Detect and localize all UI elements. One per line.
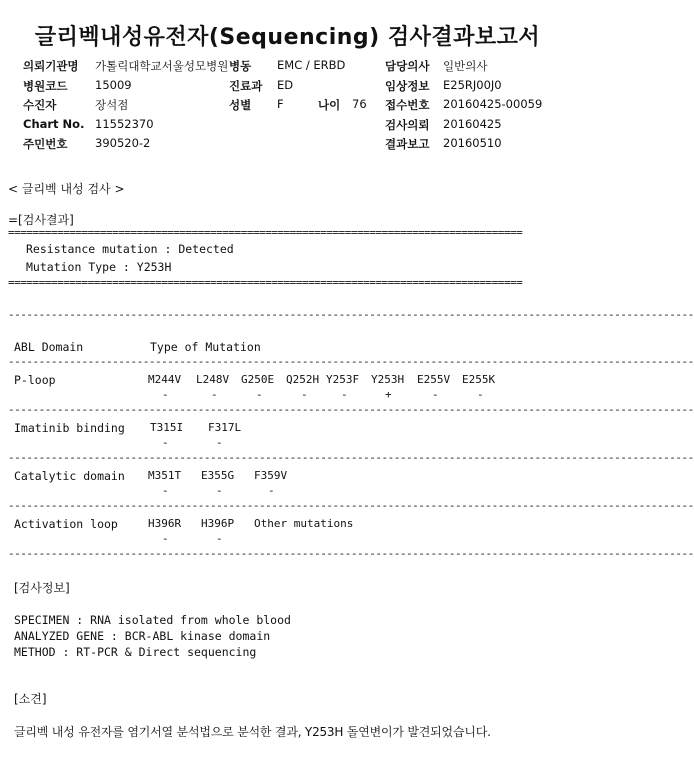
result-symbol: - — [216, 436, 223, 449]
mutation-cell: H396R — [148, 517, 182, 530]
column-header-domain: ABL Domain — [14, 340, 84, 354]
result-symbol: - — [477, 388, 484, 401]
mutation-cell: E255V — [417, 373, 451, 386]
info-header: [검사정보] — [14, 581, 70, 595]
requesting-institution-label: 의뢰기관명 — [23, 59, 79, 73]
result-symbol: - — [162, 436, 169, 449]
opinion-text: 글리벡 내성 유전자를 염기서열 분석법으로 분석한 결과, Y253H 돌연변이가 발견되었습니다. — [14, 725, 491, 739]
method-line: METHOD : RT-PCR & Direct sequencing — [14, 645, 257, 659]
resistance-mutation-line: Resistance mutation : Detected — [26, 242, 234, 256]
clinical-info-value: E25RJ00J0 — [443, 78, 502, 92]
result-header: =[검사결과] — [8, 213, 74, 227]
mutation-cell: E255K — [462, 373, 496, 386]
mutation-cell: Y253F — [326, 373, 360, 386]
attending-doctor-label: 담당의사 — [385, 59, 430, 73]
domain-label-activation-loop: Activation loop — [14, 517, 118, 531]
domain-label-catalytic-domain: Catalytic domain — [14, 469, 125, 483]
test-request-date-value: 20160425 — [443, 117, 502, 131]
mutation-cell: E355G — [201, 469, 235, 482]
mutation-cell: G250E — [241, 373, 275, 386]
opinion-header: [소견] — [14, 692, 47, 706]
result-symbol: - — [162, 532, 169, 545]
separator-dash: ---------------------------------------------------------------------------------------------------------------- — [8, 403, 694, 416]
separator-dash: ---------------------------------------------------------------------------------------------------------------- — [8, 355, 694, 368]
mutation-cell: M351T — [148, 469, 182, 482]
result-symbol: - — [432, 388, 439, 401]
clinical-info-label: 임상정보 — [385, 79, 430, 93]
column-header-mutation-type: Type of Mutation — [150, 340, 261, 354]
hospital-code-label: 병원코드 — [23, 79, 68, 93]
ward-label: 병동 — [229, 59, 252, 73]
mutation-cell: F359V — [254, 469, 288, 482]
test-request-date-label: 검사의뢰 — [385, 118, 430, 132]
resident-number-label: 주민번호 — [23, 137, 68, 151]
result-symbol: - — [268, 484, 275, 497]
result-report-date-value: 20160510 — [443, 136, 502, 150]
separator-equals: ==================================================================================== — [8, 276, 523, 289]
result-symbol: - — [216, 484, 223, 497]
separator-equals: ==================================================================================== — [8, 226, 523, 239]
sex-label: 성별 — [229, 98, 252, 112]
result-symbol-positive: + — [385, 388, 392, 401]
resident-number-value: 390520-2 — [95, 136, 151, 150]
report-title: 글리벡내성유전자(Sequencing) 검사결과보고서 — [34, 25, 541, 50]
sex-value: F — [277, 97, 284, 111]
mutation-cell: T315I — [150, 421, 184, 434]
separator-dash: ---------------------------------------------------------------------------------------------------------------- — [8, 547, 694, 560]
receipt-number-value: 20160425-00059 — [443, 97, 543, 111]
mutation-cell: M244V — [148, 373, 182, 386]
patient-name-label: 수진자 — [23, 98, 57, 112]
mutation-cell: Other mutations — [254, 517, 354, 530]
result-symbol: - — [256, 388, 263, 401]
department-label: 진료과 — [229, 79, 263, 93]
age-label: 나이 — [318, 98, 341, 112]
mutation-cell: H396P — [201, 517, 235, 530]
result-symbol: - — [211, 388, 218, 401]
domain-label-p-loop: P-loop — [14, 373, 56, 387]
chart-no-label: Chart No. — [23, 117, 85, 131]
separator-dash: ---------------------------------------------------------------------------------------------------------------- — [8, 499, 694, 512]
patient-name-value: 장석점 — [95, 98, 129, 112]
analyzed-gene-line: ANALYZED GENE : BCR-ABL kinase domain — [14, 629, 271, 643]
section-header: < 글리벡 내성 검사 > — [8, 182, 125, 196]
age-value: 76 — [352, 97, 367, 111]
attending-doctor-value: 일반의사 — [443, 59, 488, 73]
result-symbol: - — [162, 388, 169, 401]
result-symbol: - — [162, 484, 169, 497]
result-symbol: - — [301, 388, 308, 401]
mutation-cell: L248V — [196, 373, 230, 386]
department-value: ED — [277, 78, 294, 92]
result-symbol: - — [216, 532, 223, 545]
ward-value: EMC / ERBD — [277, 58, 346, 72]
mutation-cell: Q252H — [286, 373, 320, 386]
requesting-institution-value: 가톨릭대학교서울성모병원 — [95, 59, 229, 73]
specimen-line: SPECIMEN : RNA isolated from whole blood — [14, 613, 291, 627]
separator-dash: ---------------------------------------------------------------------------------------------------------------- — [8, 451, 694, 464]
chart-no-value: 11552370 — [95, 117, 154, 131]
result-symbol: - — [341, 388, 348, 401]
mutation-cell: Y253H — [371, 373, 405, 386]
domain-label-imatinib-binding: Imatinib binding — [14, 421, 125, 435]
receipt-number-label: 접수번호 — [385, 98, 430, 112]
mutation-cell: F317L — [208, 421, 242, 434]
mutation-type-line: Mutation Type : Y253H — [26, 260, 172, 274]
separator-dash: ---------------------------------------------------------------------------------------------------------------- — [8, 308, 694, 321]
hospital-code-value: 15009 — [95, 78, 132, 92]
result-report-date-label: 결과보고 — [385, 137, 430, 151]
